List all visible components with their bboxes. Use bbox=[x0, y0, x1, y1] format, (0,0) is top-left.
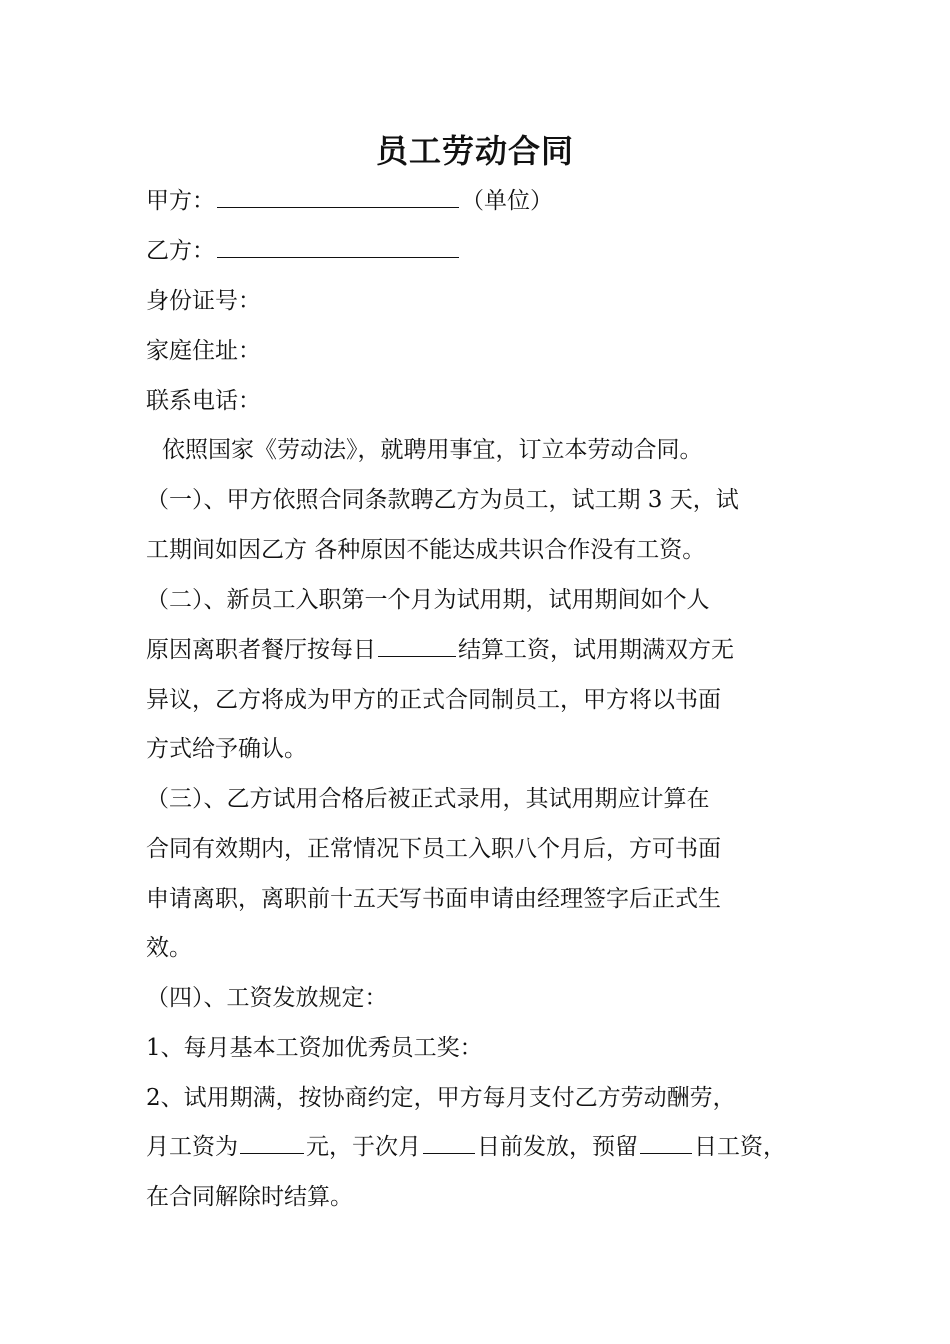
monthly-wage-label: 月工资为 bbox=[146, 1134, 238, 1160]
clause4-item2-line3: 在合同解除时结算。 bbox=[146, 1184, 353, 1210]
clause3-line3: 申请离职，离职前十五天写书面申请由经理签字后正式生 bbox=[146, 886, 721, 912]
pay-day-blank[interactable] bbox=[423, 1131, 475, 1154]
phone-label: 联系电话： bbox=[146, 388, 261, 414]
party-a-blank[interactable] bbox=[217, 185, 459, 208]
party-a-label: 甲方： bbox=[146, 188, 215, 214]
clause1-line1: （一）、甲方依照合同条款聘乙方为员工，试工期 3 天，试 bbox=[146, 487, 739, 513]
party-b-label: 乙方： bbox=[146, 238, 215, 264]
retain-days-label: 日前发放，预留 bbox=[477, 1134, 638, 1160]
clause2-line4: 方式给予确认。 bbox=[146, 736, 307, 762]
document-title: 员工劳动合同 bbox=[375, 132, 574, 170]
address-label: 家庭住址： bbox=[146, 338, 261, 364]
clause2-line3: 异议，乙方将成为甲方的正式合同制员工，甲方将以书面 bbox=[146, 687, 721, 713]
id-number-label: 身份证号： bbox=[146, 288, 261, 314]
clause2-line1: （二）、新员工入职第一个月为试用期，试用期间如个人 bbox=[146, 587, 710, 613]
party-a-line bbox=[146, 183, 553, 219]
intro-paragraph: 依照国家《劳动法》，就聘用事宜，订立本劳动合同。 bbox=[162, 437, 703, 463]
phone-line bbox=[146, 383, 261, 419]
clause3-line2: 合同有效期内，正常情况下员工入职八个月后，方可书面 bbox=[146, 836, 721, 862]
id-number-line bbox=[146, 283, 261, 319]
party-a-suffix: （单位） bbox=[461, 188, 553, 214]
address-line bbox=[146, 333, 261, 369]
monthly-wage-blank[interactable] bbox=[240, 1131, 304, 1154]
clause4-heading: （四）、工资发放规定： bbox=[146, 985, 388, 1011]
pay-day-label: 元，于次月 bbox=[306, 1134, 421, 1160]
retain-days-blank[interactable] bbox=[640, 1131, 692, 1154]
clause4-item2-line1: 2、试用期满，按协商约定，甲方每月支付乙方劳动酬劳， bbox=[146, 1085, 736, 1111]
party-b-blank[interactable] bbox=[217, 235, 459, 258]
clause2-line2-a: 原因离职者餐厅按每日 bbox=[146, 637, 376, 663]
clause2-line2-b: 结算工资，试用期满双方无 bbox=[458, 637, 734, 663]
party-b-line bbox=[146, 233, 461, 269]
retain-days-suffix: 日工资， bbox=[694, 1134, 786, 1160]
clause3-line4: 效。 bbox=[146, 935, 192, 961]
clause4-item1: 1、每月基本工资加优秀员工奖： bbox=[146, 1035, 483, 1061]
clause2-line2 bbox=[146, 632, 734, 668]
clause1-line2: 工期间如因乙方 各种原因不能达成共识合作没有工资。 bbox=[146, 537, 706, 563]
clause4-item2-line2 bbox=[146, 1129, 786, 1165]
daily-wage-blank[interactable] bbox=[378, 634, 456, 657]
clause3-line1: （三）、乙方试用合格后被正式录用，其试用期应计算在 bbox=[146, 786, 710, 812]
